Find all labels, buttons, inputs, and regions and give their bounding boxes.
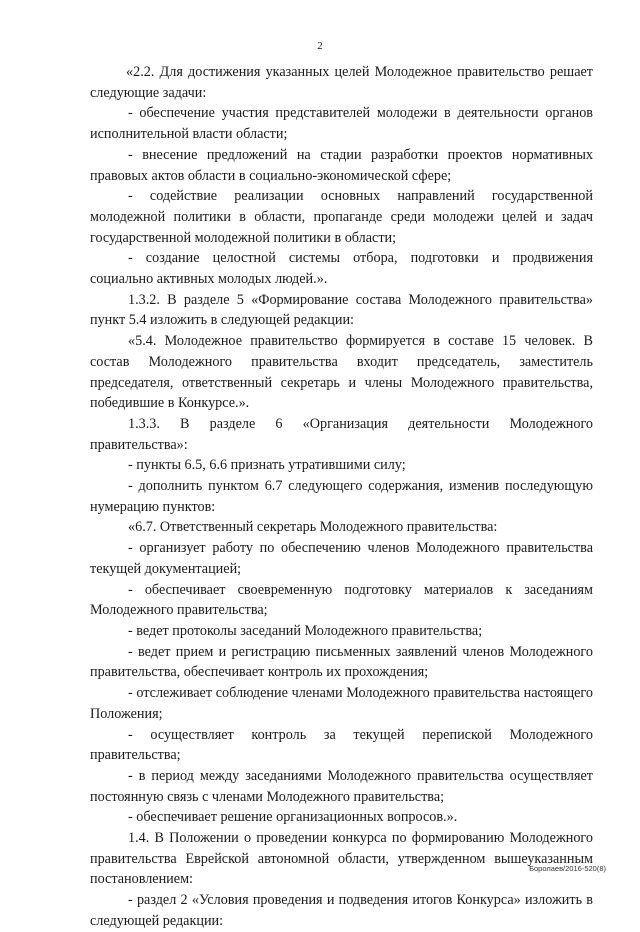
list-item-duty-7: - в период между заседаниями Молодежного правительства осуществляет постоянную связь с членами Молодежного правительства; <box>90 767 593 805</box>
paragraph-1-3-3: 1.3.3. В разделе 6 «Организация деятельности Молодежного правительства»: <box>90 415 593 453</box>
list-item-duty-1: - организует работу по обеспечению членов Молодежного правительства текущей документацией; <box>90 540 593 577</box>
list-item-task-1: - обеспечение участия представителей молодежи в деятельности органов исполнительной власти области; <box>90 105 593 143</box>
list-item-add-6-7: - дополнить пунктом 6.7 следующего содержания, изменив последующую нумерацию пунктов: <box>90 478 593 515</box>
list-item-task-2: - внесение предложений на стадии разработки проектов нормативных правовых актов области в социально-экономической сфере; <box>90 146 593 184</box>
paragraph-6-7: «6.7. Ответственный секретарь Молодежного правительства: <box>128 519 498 536</box>
list-item-task-4: - создание целостной системы отбора, подготовки и продвижения социально активных молодых людей.». <box>90 250 593 288</box>
list-item-duty-5: - отслеживает соблюдение членами Молодежного правительства настоящего Положения; <box>90 685 593 722</box>
paragraph-1-3-2: 1.3.2. В разделе 5 «Формирование состава Молодежного правительства» пункт 5.4 изложить в следующей редакции: <box>90 291 593 329</box>
list-item-section-2: - раздел 2 «Условия проведения и подведения итогов Конкурса» изложить в следующей редакции: <box>90 892 593 929</box>
footer-code: Боролаев/2016-520(8) <box>529 864 606 873</box>
list-item-task-3: - содействие реализации основных направлений государственной молодежной политики в области, пропаганде среди молодежи целей и задач государственной молодежной политики в области; <box>90 188 593 246</box>
list-item-duty-6: - осуществляет контроль за текущей перепиской Молодежного правительства; <box>90 726 593 764</box>
paragraph-5-4: «5.4. Молодежное правительство формируется в составе 15 человек. В состав Молодежного правительства входит председатель, заместитель председателя, ответственный секретарь и члены Молодежного правительства, победившие в Конкурсе.». <box>90 333 593 412</box>
list-item-duty-3: - ведет протоколы заседаний Молодежного правительства; <box>128 622 483 639</box>
paragraph-1-4: 1.4. В Положении о проведении конкурса по формированию Молодежного правительства Еврейской автономной области, утвержденном вышеуказанным постановлением: <box>90 830 593 888</box>
list-item-duty-8: - обеспечивает решение организационных вопросов.». <box>128 809 458 826</box>
paragraph-2-2-intro: «2.2. Для достижения указанных целей Молодежное правительство решает следующие задачи: <box>90 64 593 101</box>
list-item-duty-4: - ведет прием и регистрацию письменных заявлений членов Молодежного правительства, обеспечивает контроль их прохождения; <box>90 643 593 681</box>
page-number: 2 <box>317 40 323 52</box>
list-item-duty-2: - обеспечивает своевременную подготовку материалов к заседаниям Молодежного правительства; <box>90 581 593 619</box>
list-item-repeal: - пункты 6.5, 6.6 признать утратившими силу; <box>128 457 406 474</box>
document-body <box>90 62 593 932</box>
